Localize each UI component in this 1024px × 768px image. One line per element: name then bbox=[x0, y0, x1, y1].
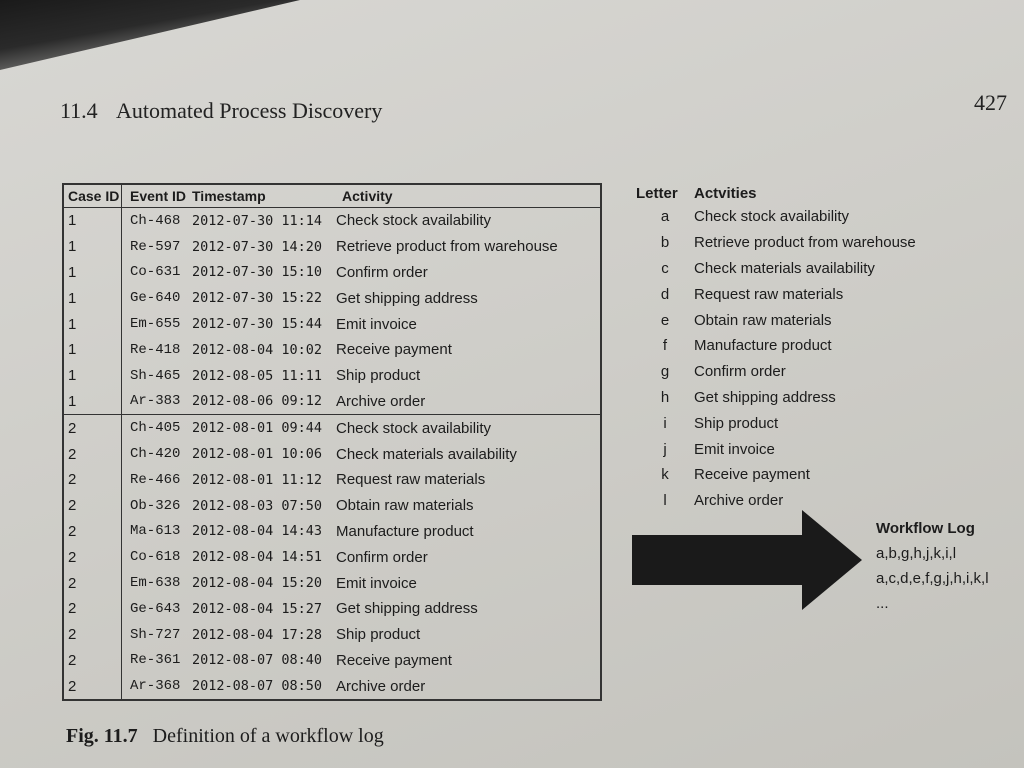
list-item bbox=[636, 256, 916, 282]
col-activities: Actvities bbox=[694, 184, 757, 202]
letter-cell: k bbox=[661, 466, 669, 484]
event-id-cell: Ch-420 bbox=[130, 446, 181, 463]
event-id-cell: Co-618 bbox=[130, 549, 181, 566]
case-id-cell: 1 bbox=[64, 260, 122, 286]
workflow-trace: a,b,g,h,j,k,i,l bbox=[876, 545, 957, 562]
running-header bbox=[60, 98, 382, 124]
event-log-table bbox=[62, 183, 602, 701]
list-item bbox=[636, 410, 916, 436]
event-id-cell: Re-597 bbox=[130, 238, 181, 255]
event-id-cell: Ge-643 bbox=[130, 600, 181, 617]
event-id-cell: Sh-465 bbox=[130, 367, 181, 384]
event-id-cell: Ar-383 bbox=[130, 393, 181, 410]
letter-cell: c bbox=[661, 259, 669, 277]
activity-cell: Archive order bbox=[336, 677, 426, 695]
case-id-cell: 2 bbox=[64, 467, 122, 493]
letter-cell: h bbox=[660, 388, 670, 406]
list-item bbox=[636, 359, 916, 385]
table-row bbox=[64, 544, 600, 570]
col-timestamp: Timestamp bbox=[192, 188, 266, 204]
case-id-cell: 2 bbox=[64, 673, 122, 699]
timestamp-cell: 2012-08-07 08:50 bbox=[192, 678, 323, 695]
case-id-cell: 1 bbox=[64, 363, 122, 389]
right-arrow-icon bbox=[632, 510, 862, 610]
timestamp-cell: 2012-08-07 08:40 bbox=[192, 652, 323, 669]
timestamp-cell: 2012-07-30 15:44 bbox=[192, 316, 323, 333]
event-id-cell: Ar-368 bbox=[130, 678, 181, 695]
table-row bbox=[64, 389, 600, 415]
event-id-cell: Sh-727 bbox=[130, 626, 181, 643]
activity-cell: Ship product bbox=[336, 367, 421, 385]
page-number: 427 bbox=[974, 90, 1007, 115]
workflow-log bbox=[876, 516, 989, 616]
event-log-body bbox=[64, 208, 600, 699]
activity-name-cell: Get shipping address bbox=[694, 388, 836, 406]
list-item bbox=[636, 436, 916, 462]
event-id-cell: Re-466 bbox=[130, 471, 181, 488]
activity-name-cell: Confirm order bbox=[694, 363, 786, 381]
photo-edge-shadow bbox=[0, 0, 300, 70]
event-id-cell: Re-361 bbox=[130, 652, 181, 669]
case-id-cell: 2 bbox=[64, 596, 122, 622]
table-row bbox=[64, 467, 600, 493]
activity-cell: Obtain raw materials bbox=[336, 497, 474, 515]
list-item bbox=[636, 385, 916, 411]
figure-caption-text: Definition of a workflow log bbox=[152, 725, 384, 747]
letter-cell: e bbox=[660, 311, 670, 329]
activity-cell: Confirm order bbox=[336, 548, 428, 566]
col-event-id: Event ID bbox=[130, 188, 187, 204]
table-row bbox=[64, 596, 600, 622]
timestamp-cell: 2012-08-01 09:44 bbox=[192, 420, 323, 437]
list-item bbox=[636, 230, 916, 256]
case-id-cell: 1 bbox=[64, 311, 122, 337]
workflow-trace: a,c,d,e,f,g,j,h,i,k,l bbox=[876, 570, 989, 587]
case-id-cell: 2 bbox=[64, 544, 122, 570]
activity-cell: Archive order bbox=[336, 392, 426, 410]
figure-label: Fig. 11.7 bbox=[66, 725, 138, 747]
table-row bbox=[64, 363, 600, 389]
table-row bbox=[64, 260, 600, 286]
event-id-cell: Re-418 bbox=[130, 341, 181, 358]
table-row bbox=[64, 441, 600, 467]
timestamp-cell: 2012-08-04 15:27 bbox=[192, 600, 323, 617]
activity-name-cell: Ship product bbox=[694, 414, 779, 432]
case-id-cell: 2 bbox=[64, 493, 122, 519]
letter-cell: a bbox=[660, 208, 670, 226]
timestamp-cell: 2012-08-04 15:20 bbox=[192, 575, 323, 592]
activity-cell: Request raw materials bbox=[336, 471, 486, 489]
activity-name-cell: Check stock availability bbox=[694, 208, 850, 226]
activity-cell: Check stock availability bbox=[336, 419, 492, 437]
activity-name-cell: Obtain raw materials bbox=[694, 311, 832, 329]
timestamp-cell: 2012-08-04 17:28 bbox=[192, 626, 323, 643]
table-row bbox=[64, 570, 600, 596]
activity-cell: Retrieve product from warehouse bbox=[336, 238, 558, 256]
activity-cell: Confirm order bbox=[336, 263, 428, 281]
case-id-cell: 1 bbox=[64, 285, 122, 311]
table-row bbox=[64, 337, 600, 363]
activity-name-cell: Request raw materials bbox=[694, 285, 844, 303]
activity-cell: Receive payment bbox=[336, 651, 452, 669]
activity-cell: Emit invoice bbox=[336, 574, 417, 592]
list-item bbox=[636, 307, 916, 333]
table-row bbox=[64, 285, 600, 311]
letter-cell: g bbox=[660, 363, 670, 381]
timestamp-cell: 2012-08-03 07:50 bbox=[192, 497, 323, 514]
workflow-log-title: Workflow Log bbox=[876, 520, 975, 537]
workflow-trace: ... bbox=[876, 595, 889, 612]
activity-cell: Check materials availability bbox=[336, 445, 517, 463]
table-row bbox=[64, 648, 600, 674]
col-letter: Letter bbox=[636, 184, 678, 202]
col-case-id: Case ID bbox=[64, 185, 122, 207]
activity-name-cell: Receive payment bbox=[694, 466, 810, 484]
section-number: 11.4 bbox=[60, 98, 98, 123]
case-id-cell: 2 bbox=[64, 622, 122, 648]
activity-name-cell: Emit invoice bbox=[694, 440, 775, 458]
activity-cell: Manufacture product bbox=[336, 522, 474, 540]
event-id-cell: Em-655 bbox=[130, 316, 181, 333]
activity-cell: Get shipping address bbox=[336, 600, 478, 618]
activity-name-cell: Retrieve product from warehouse bbox=[694, 234, 916, 252]
activity-cell: Emit invoice bbox=[336, 315, 417, 333]
figure-caption bbox=[66, 725, 384, 748]
list-item bbox=[636, 462, 916, 488]
section-title: Automated Process Discovery bbox=[115, 98, 383, 123]
event-id-cell: Ge-640 bbox=[130, 290, 181, 307]
table-row bbox=[64, 414, 600, 441]
timestamp-cell: 2012-08-01 11:12 bbox=[192, 471, 323, 488]
case-id-cell: 2 bbox=[64, 648, 122, 674]
letter-cell: d bbox=[660, 285, 670, 303]
list-item bbox=[636, 333, 916, 359]
timestamp-cell: 2012-08-06 09:12 bbox=[192, 393, 323, 410]
event-log-header bbox=[64, 185, 600, 208]
event-id-cell: Co-631 bbox=[130, 264, 181, 281]
case-id-cell: 1 bbox=[64, 337, 122, 363]
event-id-cell: Em-638 bbox=[130, 575, 181, 592]
timestamp-cell: 2012-08-04 14:43 bbox=[192, 523, 323, 540]
letter-legend-body bbox=[636, 204, 916, 514]
case-id-cell: 1 bbox=[64, 389, 122, 415]
activity-cell: Ship product bbox=[336, 626, 421, 644]
case-id-cell: 2 bbox=[64, 441, 122, 467]
col-activity: Activity bbox=[342, 188, 393, 204]
activity-cell: Get shipping address bbox=[336, 289, 478, 307]
case-id-cell: 1 bbox=[64, 234, 122, 260]
activity-cell: Check stock availability bbox=[336, 212, 492, 230]
timestamp-cell: 2012-08-05 11:11 bbox=[192, 367, 323, 384]
letter-cell: f bbox=[662, 337, 668, 355]
table-row bbox=[64, 208, 600, 234]
event-id-cell: Ma-613 bbox=[130, 523, 181, 540]
letter-cell: b bbox=[660, 234, 670, 252]
activity-name-cell: Archive order bbox=[694, 492, 784, 510]
timestamp-cell: 2012-07-30 11:14 bbox=[192, 212, 323, 229]
case-id-cell: 1 bbox=[64, 208, 122, 234]
timestamp-cell: 2012-08-04 10:02 bbox=[192, 341, 323, 358]
letter-legend-header bbox=[636, 182, 916, 204]
timestamp-cell: 2012-07-30 15:22 bbox=[192, 290, 323, 307]
timestamp-cell: 2012-08-01 10:06 bbox=[192, 446, 323, 463]
letter-cell: j bbox=[663, 440, 667, 458]
case-id-cell: 2 bbox=[64, 519, 122, 545]
list-item bbox=[636, 204, 916, 230]
table-row bbox=[64, 234, 600, 260]
timestamp-cell: 2012-07-30 15:10 bbox=[192, 264, 323, 281]
table-row bbox=[64, 622, 600, 648]
list-item bbox=[636, 281, 916, 307]
table-row bbox=[64, 493, 600, 519]
activity-name-cell: Manufacture product bbox=[694, 337, 832, 355]
table-row bbox=[64, 673, 600, 699]
event-id-cell: Ob-326 bbox=[130, 497, 181, 514]
case-id-cell: 2 bbox=[64, 415, 122, 441]
case-id-cell: 2 bbox=[64, 570, 122, 596]
table-row bbox=[64, 311, 600, 337]
activity-cell: Receive payment bbox=[336, 341, 452, 359]
letter-legend bbox=[636, 182, 916, 514]
timestamp-cell: 2012-07-30 14:20 bbox=[192, 238, 323, 255]
event-id-cell: Ch-468 bbox=[130, 212, 181, 229]
activity-name-cell: Check materials availability bbox=[694, 259, 875, 277]
letter-cell: i bbox=[663, 414, 667, 432]
table-row bbox=[64, 519, 600, 545]
timestamp-cell: 2012-08-04 14:51 bbox=[192, 549, 323, 566]
letter-cell: l bbox=[663, 492, 667, 510]
event-id-cell: Ch-405 bbox=[130, 420, 181, 437]
